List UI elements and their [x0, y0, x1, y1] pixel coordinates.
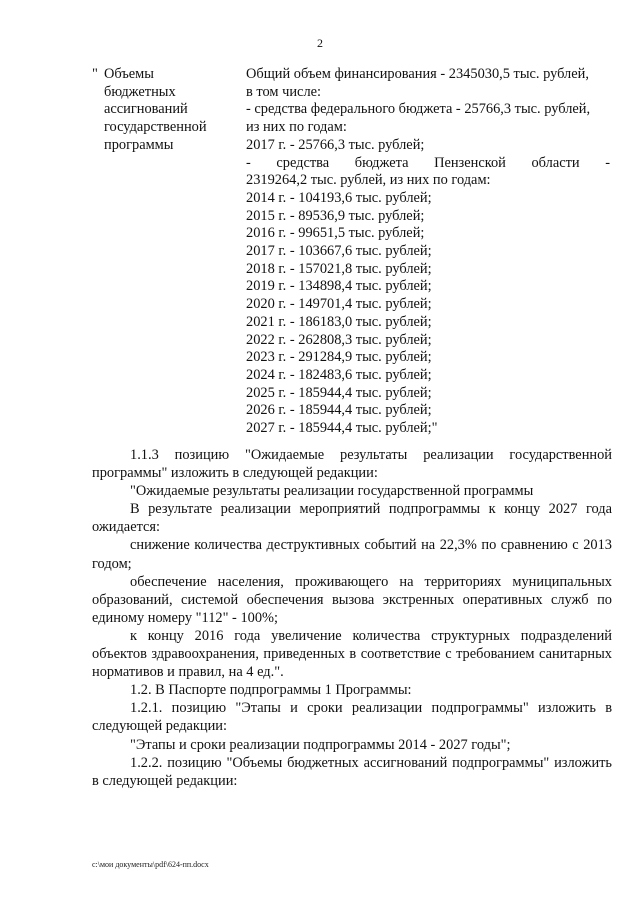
label-line-3: ассигнований	[104, 101, 188, 118]
total-funding-line: Общий объем финансирования - 2345030,5 тыс. рублей,	[246, 66, 589, 82]
regional-year-row: 2016 г. - 99651,5 тыс. рублей;	[246, 225, 425, 242]
regional-year-row: 2014 г. - 104193,6 тыс. рублей;	[246, 189, 432, 206]
regional-year-row: 2025 г. - 185944,4 тыс. рублей;	[246, 384, 432, 401]
file-path-footer: c:\мои документы\pdf\624-пп.docx	[92, 860, 209, 869]
paragraph-emergency-112: обеспечение населения, проживающего на территориях муниципальных образований, системой обеспечения вызова экстренных оперативных служб по единому номеру "112" - 100%;	[92, 573, 612, 626]
label-line-5: программы	[104, 136, 174, 153]
federal-by-years-line: из них по годам:	[246, 119, 347, 136]
federal-budget-line: - средства федерального бюджета - 25766,3 тыс. рублей,	[246, 101, 591, 118]
paragraph-1-2: 1.2. В Паспорте подпрограммы 1 Программы:	[130, 682, 412, 699]
paragraph-expected-intro: В результате реализации мероприятий подпрограммы к концу 2027 года ожидается:	[92, 501, 612, 536]
paragraph-expected-results-title: "Ожидаемые результаты реализации государственной программы	[130, 483, 534, 500]
regional-year-row: 2019 г. - 134898,4 тыс. рублей;	[246, 278, 432, 295]
regional-year-row: 2026 г. - 185944,4 тыс. рублей;	[246, 402, 432, 419]
label-line-2: бюджетных	[104, 83, 176, 100]
paragraph-1-2-1: 1.2.1. позицию "Этапы и сроки реализации подпрограммы" изложить в следующей редакции:	[92, 700, 612, 735]
regional-year-row: 2020 г. - 149701,4 тыс. рублей;	[246, 296, 432, 313]
regional-year-row: 2018 г. - 157021,8 тыс. рублей;	[246, 260, 432, 277]
paragraph-healthcare-units: к концу 2016 года увеличение количества структурных подразделений объектов здравоохранения, приведенных в соответствие с требованием санитарных нормативов и правил, на 4 ед.".	[92, 627, 612, 681]
paragraph-1-2-2: 1.2.2. позицию "Объемы бюджетных ассигнований подпрограммы" изложить в следующей редакции:	[92, 754, 612, 789]
regional-budget-line: - средства бюджета Пензенской области -	[246, 154, 610, 171]
regional-year-row: 2027 г. - 185944,4 тыс. рублей;"	[246, 420, 438, 437]
regional-year-row: 2015 г. - 89536,9 тыс. рублей;	[246, 207, 425, 224]
regional-by-years-line: 2319264,2 тыс. рублей, из них по годам:	[246, 172, 491, 189]
page-number: 2	[317, 36, 323, 50]
paragraph-1-1-3: 1.1.3 позицию "Ожидаемые результаты реализации государственной программы" изложить в следующей редакции:	[92, 447, 612, 482]
regional-year-row: 2021 г. - 186183,0 тыс. рублей;	[246, 313, 432, 330]
label-line-4: государственной	[104, 119, 207, 136]
federal-year-2017: 2017 г. - 25766,3 тыс. рублей;	[246, 136, 425, 153]
paragraph-destructive-events: снижение количества деструктивных событий на 22,3% по сравнению с 2013 годом;	[92, 537, 612, 572]
label-line-1: " Объемы	[92, 66, 154, 82]
paragraph-stages-terms: "Этапы и сроки реализации подпрограммы 2014 - 2027 годы";	[130, 736, 511, 753]
regional-year-row: 2024 г. - 182483,6 тыс. рублей;	[246, 366, 432, 383]
regional-year-row: 2022 г. - 262808,3 тыс. рублей;	[246, 331, 432, 348]
document-body	[92, 446, 612, 790]
opening-quote: "	[92, 66, 98, 82]
passport-value	[246, 66, 610, 438]
passport-label	[92, 66, 232, 155]
including-line: в том числе:	[246, 83, 322, 100]
regional-year-row: 2023 г. - 291284,9 тыс. рублей;	[246, 349, 432, 366]
regional-year-row: 2017 г. - 103667,6 тыс. рублей;	[246, 243, 432, 260]
